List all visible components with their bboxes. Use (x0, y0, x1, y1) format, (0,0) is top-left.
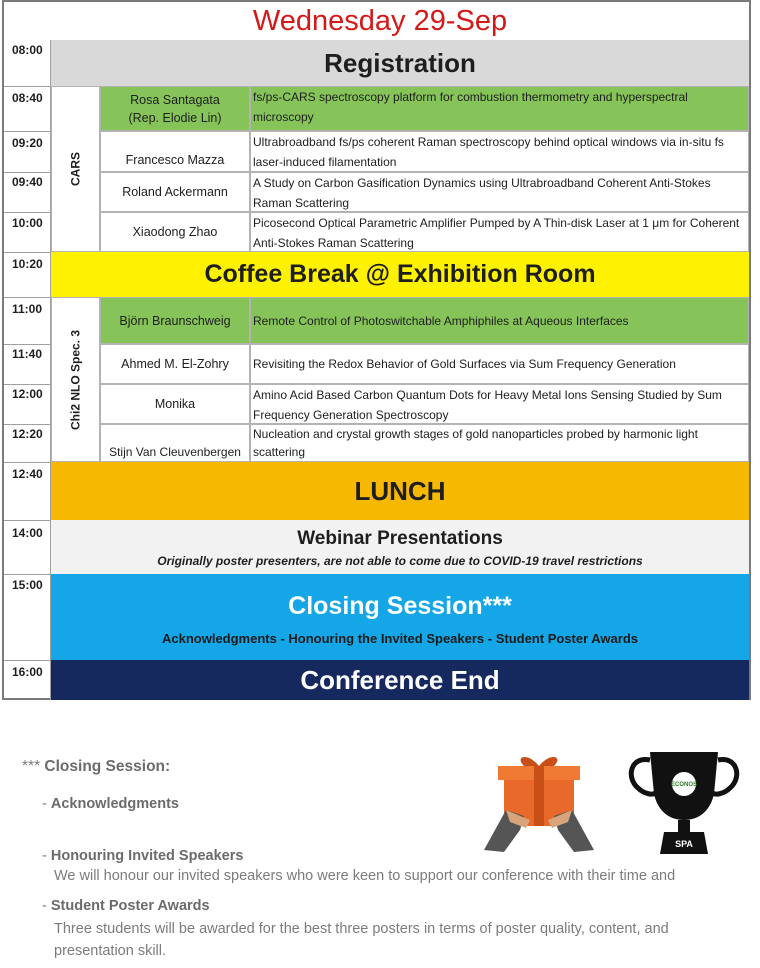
talk-title: Revisiting the Redox Behavior of Gold Surfaces via Sum Frequency Generation (250, 344, 749, 384)
time-label: 08:00 (12, 43, 43, 57)
closing-subtitle: Acknowledgments - Honouring the Invited Speakers - Student Poster Awards (161, 631, 639, 646)
session-label-cars: CARS (51, 86, 100, 252)
time-column (4, 40, 50, 698)
talk-title: A Study on Carbon Gasification Dynamics using Ultrabroadband Coherent Anti-Stokes Raman Scattering (250, 172, 749, 212)
speaker-cell: Roland Ackermann (100, 172, 250, 212)
conference-end-band: Conference End (51, 660, 749, 700)
notes-item-title: Acknowledgments (50, 796, 179, 812)
trophy-logo-text: ECONOS (670, 782, 698, 788)
time-label: 12:20 (12, 427, 43, 441)
notes-heading-text: Closing Session: (44, 758, 171, 775)
time-label: 12:00 (12, 387, 43, 401)
time-label: 09:40 (12, 175, 43, 189)
notes-item-desc: We will honour our invited speakers who were keen to support our conference with their time and (54, 868, 676, 884)
speaker-cell: Rosa Santagata (Rep. Elodie Lin) (100, 86, 250, 131)
registration-band: Registration (51, 40, 749, 86)
gift-icon (480, 750, 600, 860)
closing-band (51, 574, 749, 660)
time-label: 08:40 (12, 91, 43, 105)
talk-title: Ultrabroadband fs/ps coherent Raman spectroscopy behind optical windows via in-situ fs laser-induced filamentation (250, 131, 749, 172)
time-label: 16:00 (12, 665, 43, 679)
speaker-cell: Stijn Van Cleuvenbergen (100, 424, 250, 462)
time-label: 11:00 (12, 302, 43, 316)
notes-item-desc: Three students will be awarded for the best three posters in terms of poster quality, content, and presentation skill. (54, 921, 669, 959)
talk-title: Remote Control of Photoswitchable Amphiphiles at Aqueous Interfaces (250, 297, 749, 344)
trophy-icon (624, 748, 744, 860)
time-label: 10:20 (12, 257, 43, 271)
time-label: 12:40 (12, 467, 43, 481)
time-label: 15:00 (12, 578, 43, 592)
coffee-break-band: Coffee Break @ Exhibition Room (51, 252, 749, 297)
notes-item-title: Honouring Invited Speakers (50, 848, 244, 864)
time-label: 11:40 (12, 347, 43, 361)
talk-title: fs/ps-CARS spectroscopy platform for combustion thermometry and hyperspectral microscopy (250, 86, 749, 131)
webinar-subtitle: Originally poster presenters, are not able to come due to COVID-19 travel restrictions (157, 554, 643, 568)
notes-item: - Honouring Invited Speakers We will honour our invited speakers who were keen to support our conference with their time and (42, 848, 702, 884)
speaker-cell: Francesco Mazza (100, 131, 250, 172)
notes-item: - Student Poster Awards Three students will be awarded for the best three posters in terms of poster quality, content, and presentation skill. (42, 898, 732, 962)
webinar-title: Webinar Presentations (297, 528, 503, 549)
notes-stars: *** (22, 758, 41, 775)
closing-title: Closing Session*** (288, 592, 512, 620)
time-label: 10:00 (12, 216, 43, 230)
speaker-cell: Björn Braunschweig (100, 297, 250, 344)
speaker-cell: Monika (100, 384, 250, 424)
webinar-band (51, 520, 749, 574)
trophy-label: SPA (675, 839, 693, 849)
day-title: Wednesday 29-Sep (252, 5, 508, 37)
speaker-cell: Ahmed M. El-Zohry (100, 344, 250, 384)
time-label: 14:00 (12, 526, 43, 540)
notes-item-title: Student Poster Awards (50, 898, 210, 914)
talk-title: Picosecond Optical Parametric Amplifier Pumped by A Thin-disk Laser at 1 μm for Coherent Anti-Stokes Raman Scattering (250, 212, 749, 252)
speaker-cell: Xiaodong Zhao (100, 212, 250, 252)
notes-item: - Acknowledgments (42, 796, 179, 812)
talk-title: Amino Acid Based Carbon Quantum Dots for Heavy Metal Ions Sensing Studied by Sum Frequency Generation Spectroscopy (250, 384, 749, 424)
session-label-chi2: Chi2 NLO Spec. 3 (51, 297, 100, 462)
talk-title: Nucleation and crystal growth stages of gold nanoparticles probed by harmonic light scattering (250, 424, 749, 462)
notes-heading (22, 758, 170, 776)
lunch-band: LUNCH (51, 462, 749, 520)
time-label: 09:20 (12, 136, 43, 150)
